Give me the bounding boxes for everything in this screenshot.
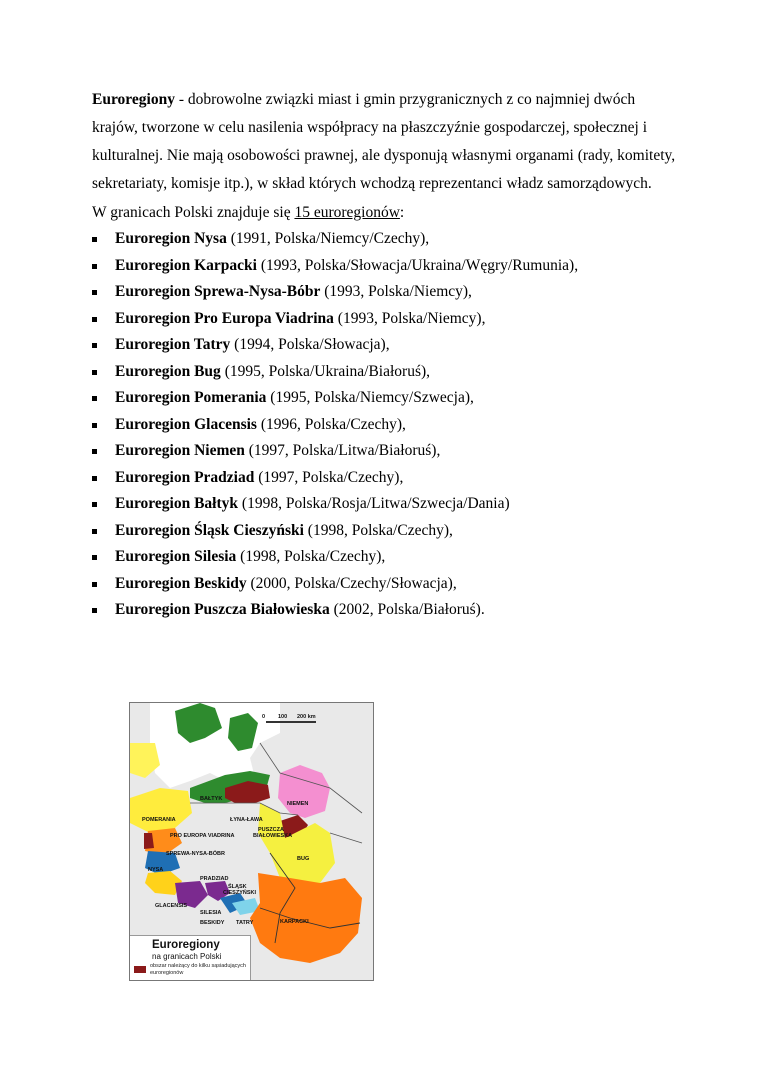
legend-note: obszar należący do kilku sąsiadujących euroregionów <box>150 963 246 976</box>
scale-label-0: 0 <box>262 714 266 720</box>
euroregion-name: Euroregion Sprewa-Nysa-Bóbr <box>115 283 321 300</box>
list-item <box>92 412 578 439</box>
euroregion-details: (1991, Polska/Niemcy/Czechy), <box>226 230 430 247</box>
bullet-icon <box>92 396 97 401</box>
label-cieszynski: CIESZYŃSKI <box>223 890 257 896</box>
label-niemen: NIEMEN <box>287 801 309 807</box>
label-nysa: NYSA <box>148 867 164 873</box>
bullet-icon <box>92 608 97 613</box>
list-item <box>92 571 578 598</box>
euroregion-details: (1995, Polska/Ukraina/Białoruś), <box>220 362 431 380</box>
euroregion-name: Euroregion Silesia <box>115 548 237 565</box>
euroregion-details: (1997, Polska/Litwa/Białoruś), <box>244 442 441 459</box>
bullet-icon <box>92 370 97 375</box>
euroregion-details: (1993, Polska/Słowacja/Ukraina/Węgry/Rumunia), <box>256 256 579 274</box>
euroregion-details: (2000, Polska/Czechy/Słowacja), <box>246 574 457 592</box>
euroregion-details: (1993, Polska/Niemcy), <box>333 309 486 327</box>
euroregion-name: Euroregion Pomerania <box>115 389 267 406</box>
euroregion-name: Euroregion Pradziad <box>115 468 255 486</box>
label-pradziad: PRADZIAD <box>200 876 229 882</box>
bullet-icon <box>92 582 97 587</box>
list-item <box>92 438 578 465</box>
label-glacensis: GLACENSIS <box>155 903 188 909</box>
label-slask: ŚLĄSK <box>228 884 247 890</box>
euroregion-list <box>92 226 578 624</box>
euroregion-name: Euroregion Tatry <box>115 336 231 353</box>
euroregion-details: (1998, Polska/Rosja/Litwa/Szwecja/Dania) <box>238 495 510 512</box>
list-item <box>92 544 578 571</box>
euroregion-name: Euroregion Pro Europa Viadrina <box>115 309 334 327</box>
list-item <box>92 226 578 253</box>
scale-bar <box>266 721 316 723</box>
euroregion-details: (1996, Polska/Czechy), <box>256 415 406 433</box>
bullet-icon <box>92 476 97 481</box>
intro-paragraph <box>92 86 682 198</box>
euroregion-details: (1998, Polska/Czechy), <box>303 521 453 539</box>
euroregion-details: (2002, Polska/Białoruś). <box>329 601 485 618</box>
bullet-icon <box>92 264 97 269</box>
list-item <box>92 279 578 306</box>
bullet-icon <box>92 449 97 454</box>
bullet-icon <box>92 423 97 428</box>
legend-overlap-swatch <box>134 966 146 973</box>
legend-title: Euroregiony <box>152 939 220 951</box>
bullet-icon <box>92 290 97 295</box>
lead-suffix: : <box>399 204 405 221</box>
list-item <box>92 253 578 280</box>
legend-subtitle: na granicach Polski <box>152 952 222 961</box>
map-legend <box>130 935 251 981</box>
label-pomerania: POMERANIA <box>142 817 176 823</box>
list-item <box>92 332 578 359</box>
list-item <box>92 597 578 624</box>
scale-label-200: 200 km <box>297 714 316 720</box>
label-karpacki: KARPACKI <box>280 919 309 925</box>
label-sprewa-nysa-bobr: SPREWA-NYSA-BÓBR <box>166 851 225 857</box>
list-item <box>92 518 578 545</box>
label-lyna-lawa: ŁYNA-ŁAWA <box>230 817 263 823</box>
scale-label-100: 100 <box>278 714 288 720</box>
label-bug: BUG <box>297 856 310 862</box>
list-item <box>92 465 578 492</box>
bullet-icon <box>92 237 97 242</box>
list-lead <box>92 199 404 227</box>
euroregion-name: Euroregion Niemen <box>115 442 245 459</box>
euroregion-name: Euroregion Glacensis <box>115 415 257 433</box>
euroregion-details: (1997, Polska/Czechy), <box>254 468 404 486</box>
bullet-icon <box>92 317 97 322</box>
euroregion-name: Euroregion Karpacki <box>115 256 257 274</box>
bullet-icon <box>92 343 97 348</box>
euroregion-name: Euroregion Beskidy <box>115 574 247 592</box>
list-item <box>92 359 578 386</box>
bullet-icon <box>92 529 97 534</box>
euroregions-link[interactable]: 15 euroregionów <box>294 204 400 221</box>
euroregion-details: (1994, Polska/Słowacja), <box>230 336 390 353</box>
lead-prefix: W granicach Polski znajduje się <box>92 204 295 221</box>
intro-text: - dobrowolne związki miast i gmin przygranicznych z co najmniej dwóch krajów, tworzone w celu nasilenia współpracy na płaszczyźnie gospodarczej, społecznej i kulturalnej. Nie mają osobowości prawnej, ale dysponują własnymi organami (rady, komitety, sekretariaty, komisje itp.), w skład których wchodzą reprezentanci władz samorządowych. <box>92 91 676 192</box>
euroregion-details: (1998, Polska/Czechy), <box>236 548 386 565</box>
label-silesia: SILESIA <box>200 910 222 916</box>
label-puszcza: PUSZCZA <box>258 827 284 833</box>
euroregion-name: Euroregion Bug <box>115 362 221 380</box>
bullet-icon <box>92 502 97 507</box>
euroregion-name: Euroregion Śląsk Cieszyński <box>115 521 304 539</box>
label-beskidy: BESKIDY <box>200 920 225 926</box>
label-baltyk: BAŁTYK <box>200 796 223 802</box>
label-tatry: TATRY <box>236 920 254 926</box>
euroregion-name: Euroregion Nysa <box>115 230 227 247</box>
list-item <box>92 385 578 412</box>
bullet-icon <box>92 555 97 560</box>
intro-term: Euroregiony <box>92 91 175 108</box>
euroregion-details: (1995, Polska/Niemcy/Szwecja), <box>266 389 474 406</box>
euroregion-details: (1993, Polska/Niemcy), <box>320 283 472 300</box>
euroregions-map <box>129 702 374 981</box>
label-bialowieska: BIAŁOWIESKA <box>253 833 293 839</box>
list-item <box>92 306 578 333</box>
list-item <box>92 491 578 518</box>
euroregion-name: Euroregion Puszcza Białowieska <box>115 601 330 618</box>
euroregion-name: Euroregion Bałtyk <box>115 495 239 512</box>
label-pro-europa-viadrina: PRO EUROPA VIADRINA <box>170 833 235 839</box>
